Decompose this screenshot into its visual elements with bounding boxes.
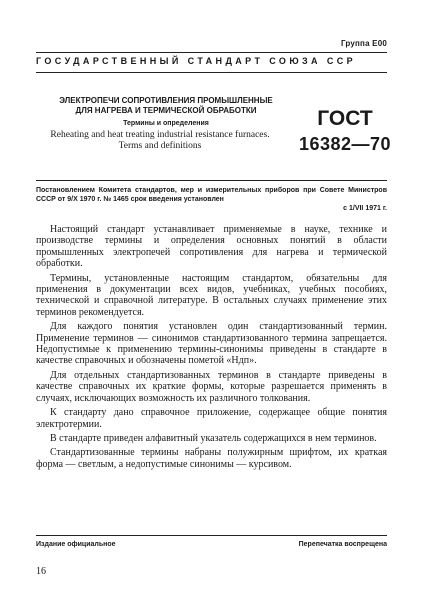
group-code: Группа Е00 [340, 39, 387, 48]
page-number: 16 [36, 566, 46, 577]
paragraph: В стандарте приведен алфавитный указатель содержащихся в нем терминов. [50, 432, 377, 444]
reprint-prohibited-note: Перепечатка воспрещена [298, 541, 387, 548]
paragraph: Для отдельных стандартизованных терминов в стандарте приведены в качестве справочных их краткие формы, которые разрешается применять в случаях, исключающих возможность их различного толкования. [36, 369, 387, 404]
paragraph: Настоящий стандарт устанавливает применяемые в науке, технике и производстве термины и определения основных понятий в области промышленных электропечей сопротивления для нагрева и термической обработки. [36, 224, 387, 270]
gost-label: ГОСТ [317, 107, 373, 130]
paragraph: Термины, установленные настоящим стандартом, обязательны для применения в документации всех видов, учебниках, учебных пособиях, технической и справочной литературе. В остальных случаях применение этих терминов рекомендуется. [36, 272, 387, 318]
title-line-2: ДЛЯ НАГРЕВА И ТЕРМИЧЕСКОЙ ОБРАБОТКИ [75, 106, 257, 115]
paragraph: К стандарту дано справочное приложение, содержащее общие понятия электротермии. [36, 407, 387, 430]
title-line-1: ЭЛЕКТРОПЕЧИ СОПРОТИВЛЕНИЯ ПРОМЫШЛЕННЫЕ [59, 96, 273, 105]
gost-number: 16382—70 [298, 134, 392, 154]
decree-text [36, 186, 387, 213]
title-rule [36, 180, 387, 181]
paragraph: Для каждого понятия установлен один стандартизованный термин. Применение терминов — синонимов стандартизованного термина запрещается. Недопустимые к применению термины-синонимы приведены в стандарте в качестве справочных и обозначены пометой «Ндп». [36, 321, 387, 367]
decree-body: Постановлением Комитета стандартов, мер и измерительных приборов при Совете Министров СССР от 9/X 1970 г. № 1465 срок введения установлен [36, 187, 387, 203]
document-title [48, 96, 284, 116]
official-edition-note: Издание официальное [36, 541, 116, 548]
gost-designation [296, 108, 394, 153]
footer-rule [36, 535, 387, 536]
body-text [36, 224, 387, 473]
english-title [36, 130, 284, 152]
top-rule [36, 52, 387, 53]
english-title-line-2: Terms and definitions [118, 141, 202, 151]
header-rule [36, 72, 387, 73]
english-title-line-1: Reheating and heat treating industrial resistance furnaces. [50, 130, 270, 140]
decree-date: с 1/VII 1971 г. [343, 205, 387, 212]
state-standard-heading: ГОСУДАРСТВЕННЫЙ СТАНДАРТ СОЮЗА ССР [36, 56, 357, 66]
document-subtitle: Термины и определения [123, 120, 209, 127]
paragraph: Стандартизованные термины набраны полужирным шрифтом, их краткая форма — светлым, а недопустимые синонимы — курсивом. [36, 447, 387, 470]
